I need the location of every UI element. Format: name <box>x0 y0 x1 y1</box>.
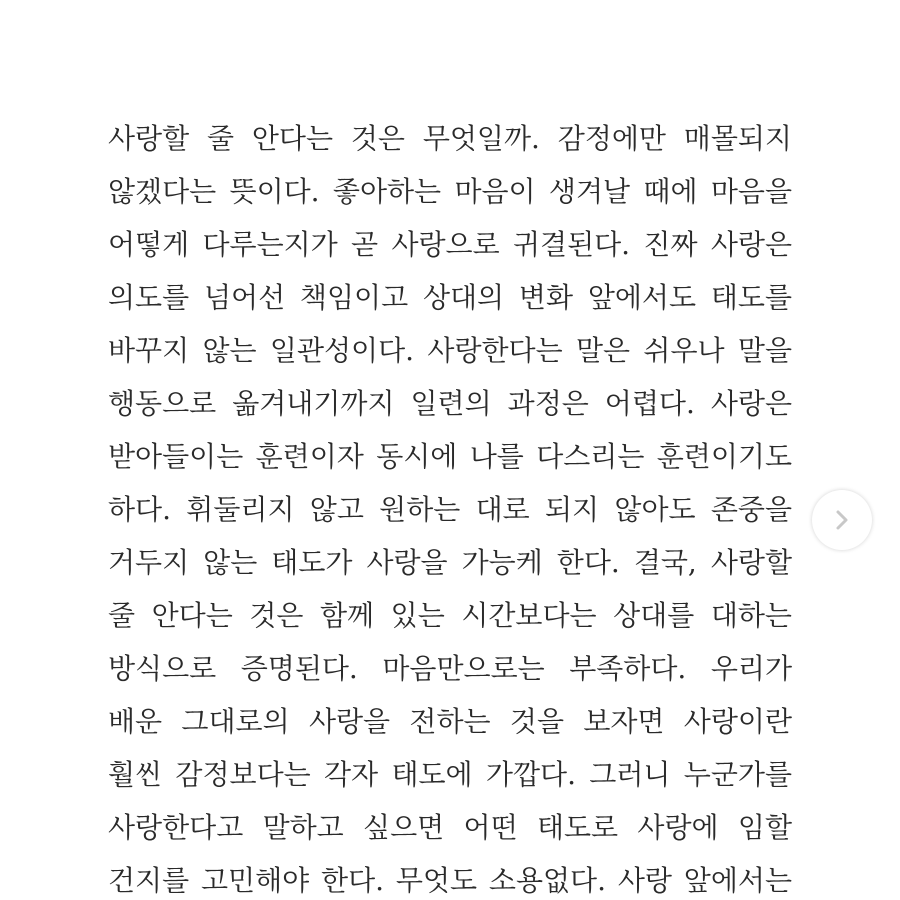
text-line: 어떻게 다루는지가 곧 사랑으로 귀결된다. 진짜 사랑은 <box>108 228 792 261</box>
text-line: 건지를 고민해야 한다. 무엇도 소용없다. 사랑 앞에서는 <box>108 864 792 897</box>
text-line: 하다. 휘둘리지 않고 원하는 대로 되지 않아도 존중을 <box>108 493 792 526</box>
chevron-right-icon <box>831 509 853 531</box>
text-line: 방식으로 증명된다. 마음만으로는 부족하다. 우리가 <box>108 652 792 685</box>
text-line: 바꾸지 않는 일관성이다. 사랑한다는 말은 쉬우나 말을 <box>108 334 792 367</box>
text-line: 행동으로 옮겨내기까지 일련의 과정은 어렵다. 사랑은 <box>108 387 792 420</box>
text-line: 의도를 넘어선 책임이고 상대의 변화 앞에서도 태도를 <box>108 281 792 314</box>
text-line: 거두지 않는 태도가 사랑을 가능케 한다. 결국, 사랑할 <box>108 546 792 579</box>
text-line: 사랑할 줄 안다는 것은 무엇일까. 감정에만 매몰되지 <box>108 122 792 155</box>
text-line: 배운 그대로의 사랑을 전하는 것을 보자면 사랑이란 <box>108 705 792 738</box>
text-line: 훨씬 감정보다는 각자 태도에 가깝다. 그러니 누군가를 <box>108 758 792 791</box>
next-slide-button[interactable] <box>812 490 872 550</box>
essay-text <box>108 112 792 900</box>
text-line: 않겠다는 뜻이다. 좋아하는 마음이 생겨날 때에 마음을 <box>108 175 792 208</box>
text-line: 받아들이는 훈련이자 동시에 나를 다스리는 훈련이기도 <box>108 440 792 473</box>
text-line: 사랑한다고 말하고 싶으면 어떤 태도로 사랑에 임할 <box>108 811 792 844</box>
text-line: 줄 안다는 것은 함께 있는 시간보다는 상대를 대하는 <box>108 599 792 632</box>
